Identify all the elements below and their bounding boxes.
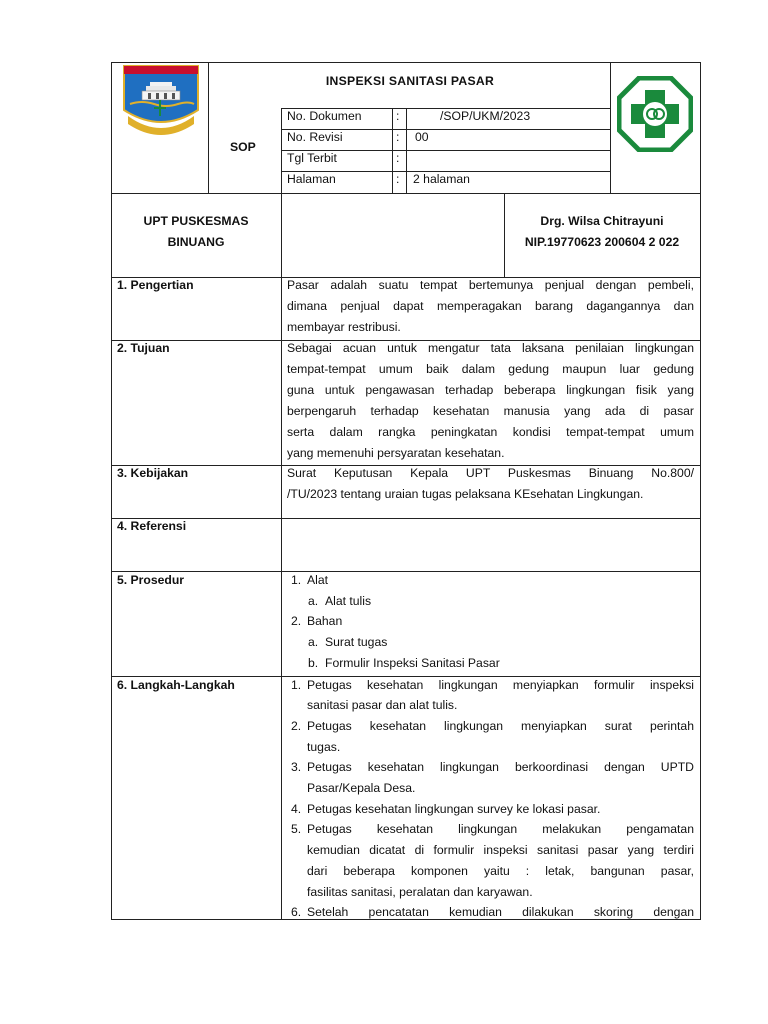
langkah-step-line: fasilitas sanitasi, peralatan dan karyawan. [307,885,533,899]
section-label-referensi: 4. Referensi [117,519,187,533]
org-name-line2: BINUANG [167,235,225,249]
langkah-step-line: Petugas kesehatan lingkungan survey ke lokasi pasar. [307,802,601,816]
meta-label-no-revisi: No. Revisi [287,130,343,144]
prosedur-item-num: 2. [291,614,302,628]
tujuan-line: berpengaruh terhadap kesehatan manusia yang ada di pasar [287,404,694,418]
prosedur-subitem-text: Alat tulis [325,594,372,608]
langkah-step-line: dari beberapa komponen yaitu : letak, bangunan pasar, [307,864,694,878]
langkah-step-line: sanitasi pasar dan alat tulis. [307,698,458,712]
prosedur-item-num: 1. [291,573,302,587]
meta-label-tgl-terbit: Tgl Terbit [287,151,337,165]
meta-sep: : [396,130,400,144]
meta-sep: : [396,109,400,123]
pengertian-line: Pasar adalah suatu tempat bertemunya penjual dengan pembeli, [287,278,694,292]
puskesmas-emblem [617,76,693,152]
prosedur-subitem-text: Formulir Inspeksi Sanitasi Pasar [325,656,500,670]
kebijakan-line: /TU/2023 tentang uraian tugas pelaksana KEsehatan Lingkungan. [287,487,644,501]
signer-name: Drg. Wilsa Chitrayuni [540,214,664,228]
section-label-tujuan: 2. Tujuan [117,341,170,355]
langkah-step-num: 6. [291,905,302,919]
prosedur-subitem-num: b. [308,656,319,670]
meta-sep: : [396,151,400,165]
sop-label: SOP [230,140,256,154]
meta-value-no-dokumen: /SOP/UKM/2023 [440,109,531,123]
langkah-step-line: Petugas kesehatan lingkungan menyiapkan surat perintah [307,719,694,733]
section-label-prosedur: 5. Prosedur [117,573,185,587]
tujuan-line: serta dalam rangka peningkatan kondisi tempat-tempat umum [287,425,694,439]
org-name-line1: UPT PUSKESMAS [143,214,249,228]
langkah-step-num: 4. [291,802,302,816]
langkah-step-num: 3. [291,760,302,774]
langkah-step-line: Setelah pencatatan kemudian dilakukan skoring dengan [307,905,694,919]
langkah-step-line: Pasar/Kepala Desa. [307,781,416,795]
document-title: INSPEKSI SANITASI PASAR [325,74,495,88]
langkah-step-line: Petugas kesehatan lingkungan menyiapkan formulir inspeksi [307,678,694,692]
langkah-step-num: 2. [291,719,302,733]
prosedur-item-text: Bahan [307,614,343,628]
prosedur-subitem-num: a. [308,594,319,608]
section-label-kebijakan: 3. Kebijakan [117,466,189,480]
langkah-step-line: tugas. [307,740,341,754]
pengertian-line: membayar restribusi. [287,320,401,334]
langkah-step-line: Petugas kesehatan lingkungan berkoordinasi dengan UPTD [307,760,694,774]
tujuan-line: Sebagai acuan untuk mengatur tata laksana penilaian lingkungan [287,341,694,355]
meta-value-halaman: 2 halaman [413,172,470,186]
prosedur-subitem-num: a. [308,635,319,649]
meta-sep: : [396,172,400,186]
meta-label-no-dokumen: No. Dokumen [287,109,362,123]
tujuan-line: yang memenuhi persyaratan kesehatan. [287,446,505,460]
regency-crest-logo [120,60,202,140]
meta-value-no-revisi: 00 [415,130,429,144]
prosedur-subitem-text: Surat tugas [325,635,388,649]
meta-label-halaman: Halaman [287,172,336,186]
langkah-step-num: 5. [291,822,302,836]
section-label-pengertian: 1. Pengertian [117,278,194,292]
section-label-langkah: 6. Langkah-Langkah [117,678,235,692]
signer-nip: NIP.19770623 200604 2 022 [524,235,680,249]
tujuan-line: tempat-tempat umum baik dalam gedung maupun luar gedung [287,362,694,376]
prosedur-item-text: Alat [307,573,329,587]
pengertian-line: dimana penjual dapat memperagakan barang dagangannya dan [287,299,694,313]
langkah-step-line: Petugas kesehatan lingkungan melakukan pengamatan [307,822,694,836]
langkah-step-num: 1. [291,678,302,692]
langkah-step-line: kemudian dicatat di formulir inspeksi sanitasi pasar yang terdiri [307,843,694,857]
kebijakan-line: Surat Keputusan Kepala UPT Puskesmas Binuang No.800/ [287,466,694,480]
tujuan-line: guna untuk pengawasan terhadap beberapa lingkungan fisik yang [287,383,694,397]
